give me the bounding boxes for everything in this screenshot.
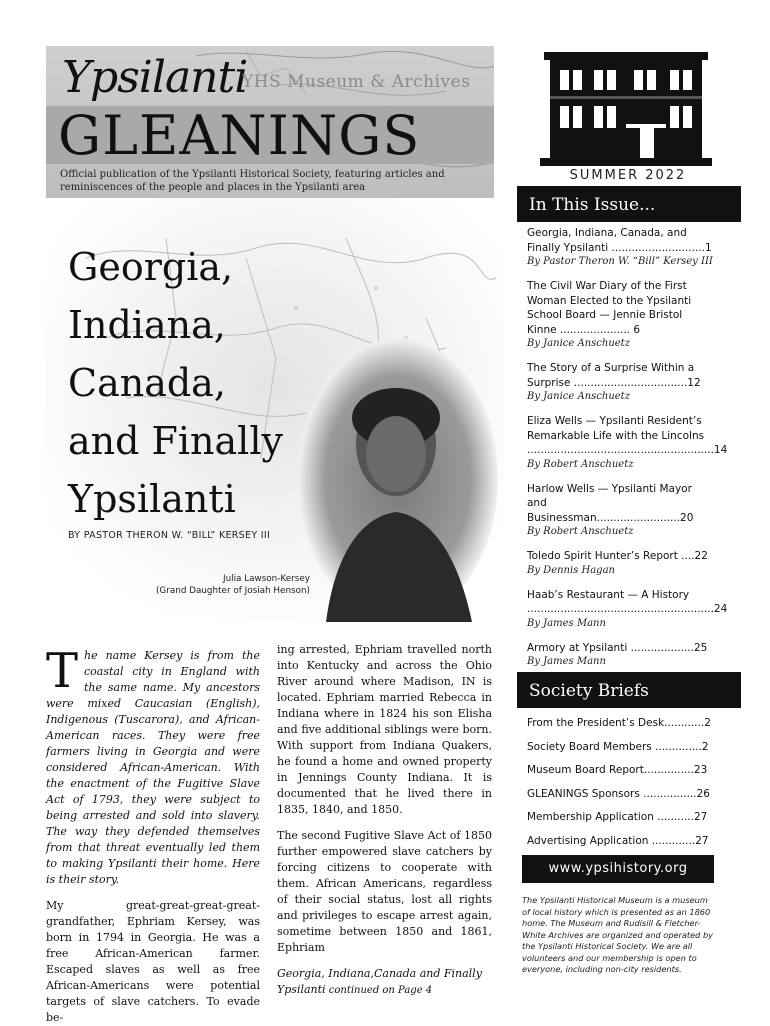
article-column-2 [277,642,492,999]
brief-item[interactable]: Membership Application ...........27 [527,811,708,823]
brief-item[interactable]: GLEANINGS Sponsors ................26 [527,787,710,800]
masthead-title: GLEANINGS [58,104,421,167]
article-paragraph: My great-great-great-great-grandfather, Ephriam Kersey, was born in 1794 in Georgia. He was a free African-American farmer. Escaped slaves as well as free African-Americans were potential targets of slave catchers. To evade be- [46,899,260,1024]
toc-item-title: Toledo Spirit Hunter’s Report ....22 [527,550,708,562]
toc-item-title: Haab’s Restaurant — A History ........................................................24 [527,588,728,615]
toc-item[interactable] [527,361,713,403]
continued-note[interactable] [277,966,492,999]
toc-item-title: Eliza Wells — Ypsilanti Resident’s Remarkable Life with the Lincolns ........................................................14 [527,415,728,456]
museum-house-illustration [536,44,716,168]
toc-item[interactable] [527,279,713,350]
toc-heading: In This Issue... [517,186,741,222]
brief-item[interactable]: From the President’s Desk............2 [527,717,711,729]
caption-relation: (Grand Daughter of Josiah Henson) [155,586,310,596]
toc-item-author: By Pastor Theron W. “Bill” Kersey III [527,256,713,267]
toc-item[interactable] [527,482,713,539]
briefs-heading: Society Briefs [517,672,741,708]
toc-item-author: By James Mann [527,617,606,629]
article-paragraph: The second Fugitive Slave Act of 1850 further empowered slave catchers by forcing citizens to cooperate with them. African Americans, regardless of their social status, lost all rights and privileges to escape arrest again, sometime between 1850 and 1861, Ephriam [277,829,492,954]
brief-item[interactable]: Advertising Application .............27 [527,834,709,847]
article-byline: BY PASTOR THERON W. “BILL” KERSEY III [68,530,271,541]
continued-title: Georgia, Indiana,Canada and Finally Ypsilanti [277,967,482,996]
caption-name: Julia Lawson-Kersey [222,574,310,584]
toc-item-author: By Dennis Hagan [527,564,615,576]
headline-line: and Finally [68,419,283,463]
continued-page: continued on Page 4 [325,985,433,996]
headline-line: Georgia, [68,245,234,289]
toc-item[interactable] [527,226,713,268]
intro-text: he name Kersey is from the coastal city in England with the same name. My ancestors were mixed Caucasian (English), Indigenous (Tuscarora), and African-American races. They were free farmers living in Georgia and were considered African-American. With the enactment of the Fugitive Slave Act of 1793, they were subject to being arrested and sold into slavery. The way they defended themselves from that threat eventually led them to making Ypsilanti their home. Here is their story. [46,649,260,886]
photo-caption [130,573,310,597]
headline-line: Canada, [68,361,226,405]
toc-item-title: The Civil War Diary of the First Woman Elected to the Ypsilanti School Board — Jennie Bristol Kinne ..................... 6 [527,280,692,336]
toc-list [527,226,728,679]
headline-line: Ypsilanti [68,477,236,521]
toc-item-author: By Robert Anschuetz [527,458,634,470]
toc-item[interactable] [527,414,728,471]
toc-item[interactable] [527,549,713,577]
toc-item-author: By Robert Anschuetz [527,526,634,537]
toc-item-author: By Janice Anschuetz [527,391,630,402]
portrait-photo [296,336,500,622]
website-link[interactable]: www.ypsihistory.org [522,855,714,883]
toc-item-title: Armory at Ypsilanti ...................25 [527,641,708,654]
toc-item-title: Georgia, Indiana, Canada, and Finally Ypsilanti ............................1 [527,227,712,254]
issue-season: SUMMER 2022 [569,168,687,183]
briefs-list [527,715,713,856]
masthead-subtitle: Official publication of the Ypsilanti Historical Society, featuring articles and reminiscences of the people and places in the Ypsilanti area [60,169,445,193]
toc-item-author: By James Mann [527,656,606,667]
brief-item[interactable]: Museum Board Report...............23 [527,764,708,776]
drop-cap: T [46,643,79,699]
article-column-1 [46,643,260,1026]
article-headline [68,238,328,528]
headline-line: Indiana, [68,303,226,347]
masthead-museum-text: YHS Museum & Archives [242,72,471,92]
toc-item-title: The Story of a Surprise Within a Surprise ..................................12 [527,362,701,389]
toc-item[interactable] [527,641,713,669]
toc-item-title: Harlow Wells — Ypsilanti Mayor and Businessman.........................20 [527,482,694,524]
about-museum-text: The Ypsilanti Historical Museum is a museum of local history which is presented as an 1860 home. The Museum and Rudisill & Fletcher-White Archives are organized and operated by the Ypsilanti Historical Society. We are all volunteers and our membership is open to everyone, including non-city residents. [522,895,714,974]
masthead [46,46,494,198]
article-intro [46,643,260,888]
article-paragraph: ing arrested, Ephriam travelled north into Kentucky and across the Ohio River around where Madison, IN is located. Ephriam married Rebecca in Indiana where in 1824 his son Elisha and five additional siblings were born. With support from Indiana Quakers, he found a home and owned property in Jennings County Indiana. It is documented that he lived there in 1835, 1840, and 1850. [277,643,492,816]
toc-item[interactable] [527,588,728,630]
toc-item-author: By Janice Anschuetz [527,338,630,349]
brief-item[interactable]: Society Board Members ..............2 [527,740,709,753]
masthead-script-title: Ypsilanti [62,52,248,103]
